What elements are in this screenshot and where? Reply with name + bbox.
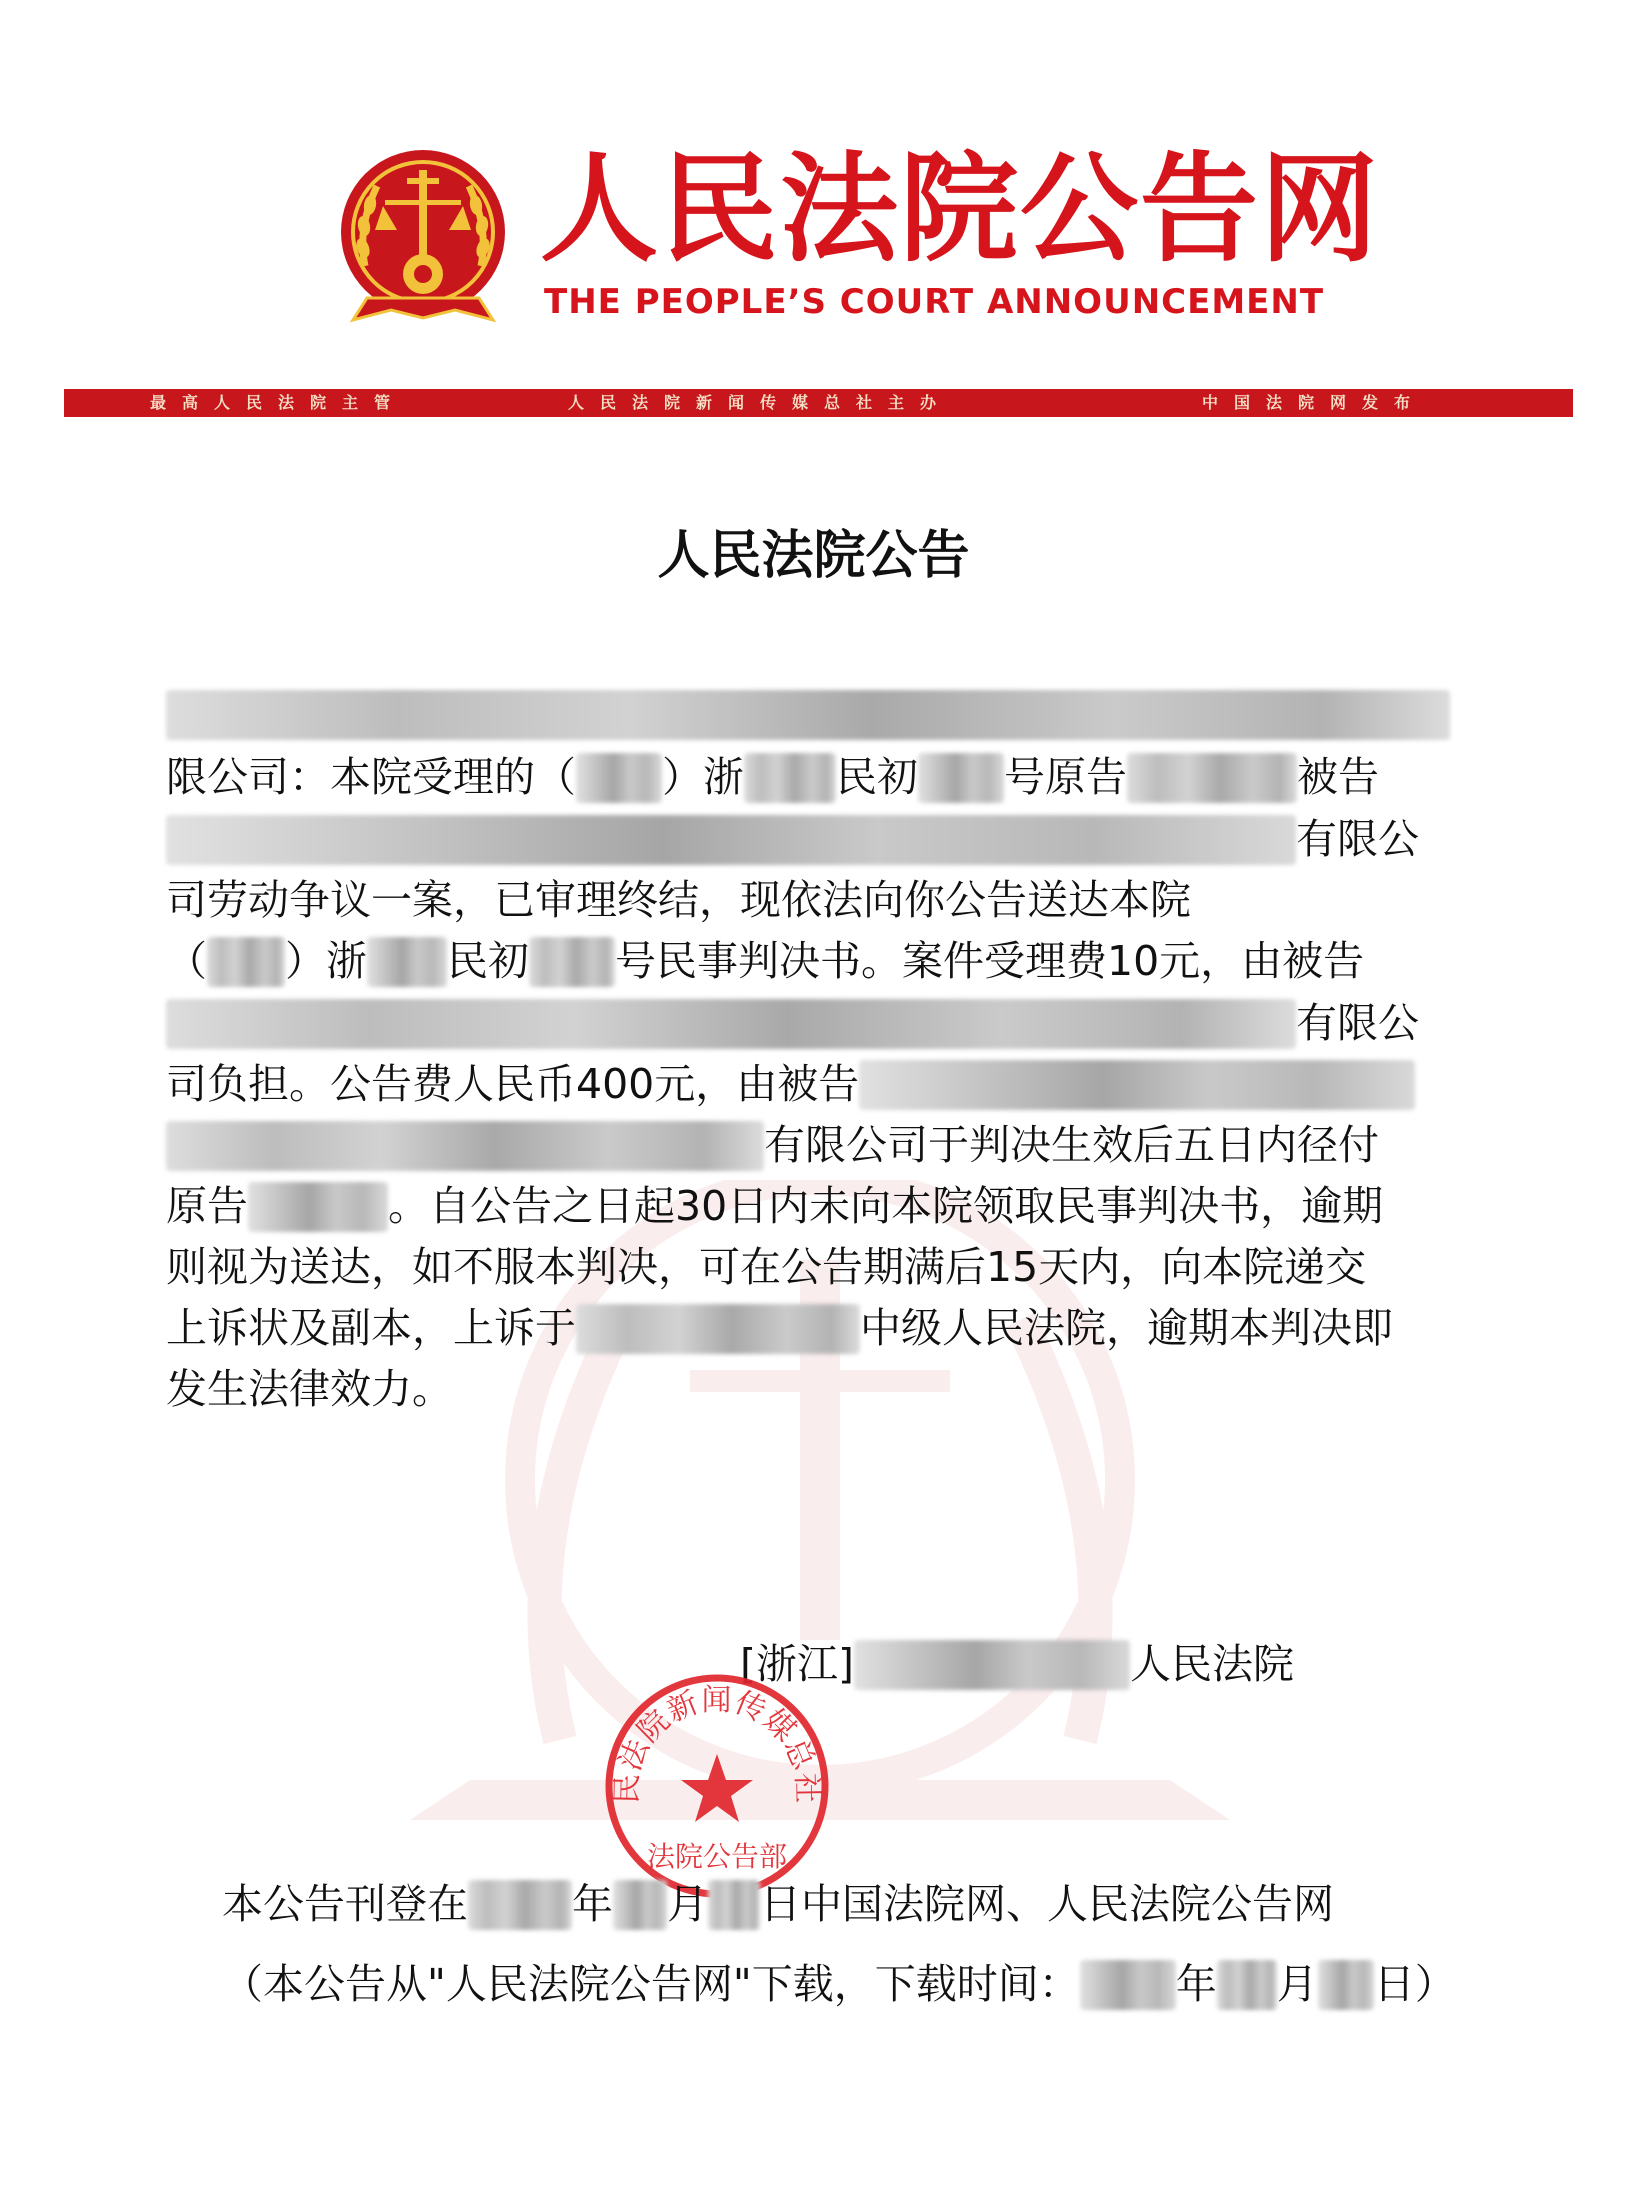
notice-text: 发生法律效力。 bbox=[166, 1365, 453, 1413]
notice-text: 限公司：本院受理的（ bbox=[166, 753, 576, 801]
redacted-year bbox=[207, 937, 285, 987]
redacted-day bbox=[708, 1880, 760, 1930]
notice-line-8 bbox=[166, 1121, 1379, 1171]
official-seal bbox=[601, 1670, 833, 1902]
notice-text: 号民事判决书。案件受理费10元，由被告 bbox=[615, 937, 1365, 985]
redacted-appeal-court bbox=[576, 1304, 860, 1354]
footer-publish-line bbox=[222, 1880, 1334, 1930]
notice-line-4 bbox=[166, 876, 1191, 924]
notice-line-5 bbox=[166, 937, 1364, 987]
footer-text: 年 bbox=[572, 1880, 613, 1928]
redacted-defendant bbox=[859, 1060, 1415, 1110]
redacted-year bbox=[1080, 1960, 1176, 2010]
notice-line-11 bbox=[166, 1304, 1393, 1354]
court-emblem-icon bbox=[337, 148, 509, 326]
signature-suffix: 人民法院 bbox=[1130, 1640, 1294, 1688]
footer-text: 月 bbox=[667, 1880, 708, 1928]
redacted-court-code bbox=[367, 937, 447, 987]
footer-text: 年 bbox=[1175, 1960, 1217, 2008]
notice-text: 司负担。公告费人民币400元，由被告 bbox=[166, 1060, 860, 1108]
redacted-defendant-name bbox=[166, 690, 1450, 740]
redacted-court-name bbox=[854, 1640, 1130, 1690]
redacted-day bbox=[1318, 1960, 1374, 2010]
signature-prefix: [浙江] bbox=[740, 1640, 854, 1688]
redacted-month bbox=[613, 1880, 667, 1930]
redacted-case-number bbox=[529, 937, 615, 987]
notice-text: 司劳动争议一案，已审理终结，现依法向你公告送达本院 bbox=[166, 876, 1191, 924]
redacted-case-number bbox=[918, 753, 1004, 803]
notice-heading: 人民法院公告 bbox=[657, 526, 970, 586]
redacted-defendant bbox=[166, 999, 1296, 1049]
notice-text: 有限公 bbox=[1296, 815, 1419, 863]
svg-text:民法院新闻传媒总社: 民法院新闻传媒总社 bbox=[609, 1683, 825, 1805]
band-text-organizer: 人民法院新闻传媒总社主办 bbox=[568, 393, 953, 412]
notice-line-6 bbox=[166, 999, 1419, 1049]
notice-text: （ bbox=[166, 937, 207, 985]
notice-text: ）浙 bbox=[285, 937, 367, 985]
site-title-cn: 人民法院公告网 bbox=[540, 140, 1381, 278]
notice-line-12 bbox=[166, 1365, 453, 1413]
redacted-defendant bbox=[166, 1121, 764, 1171]
notice-line-9 bbox=[166, 1182, 1383, 1232]
notice-line-10 bbox=[166, 1243, 1366, 1291]
notice-text: 有限公 bbox=[1296, 999, 1419, 1047]
redacted-defendant bbox=[166, 815, 1296, 865]
notice-text: 原告 bbox=[166, 1182, 248, 1230]
site-title-en: THE PEOPLE’S COURT ANNOUNCEMENT bbox=[544, 282, 1325, 322]
notice-text: 则视为送达，如不服本判决，可在公告期满后15天内，向本院递交 bbox=[166, 1243, 1367, 1291]
redacted-year bbox=[468, 1880, 572, 1930]
footer-text: 日） bbox=[1373, 1960, 1456, 2008]
redacted-plaintiff bbox=[1127, 753, 1297, 803]
notice-text: 号原告 bbox=[1004, 753, 1127, 801]
band-text-supervisor: 最高人民法院主管 bbox=[150, 393, 407, 412]
notice-text: 民初 bbox=[447, 937, 529, 985]
notice-text: 被告 bbox=[1297, 753, 1379, 801]
notice-text: 中级人民法院，逾期本判决即 bbox=[860, 1304, 1393, 1352]
footer-download-line bbox=[222, 1960, 1456, 2010]
notice-text: ）浙 bbox=[662, 753, 744, 801]
band-text-publisher: 中国法院网发布 bbox=[1202, 393, 1427, 412]
redacted-court-code bbox=[744, 753, 836, 803]
redacted-month bbox=[1217, 1960, 1277, 2010]
notice-line-1 bbox=[166, 690, 1450, 740]
notice-line-7 bbox=[166, 1060, 1415, 1110]
footer-text: （本公告从"人民法院公告网"下载，下载时间： bbox=[222, 1960, 1080, 2008]
header-red-band bbox=[64, 389, 1573, 417]
footer-text: 月 bbox=[1276, 1960, 1318, 2008]
notice-text: 有限公司于判决生效后五日内径付 bbox=[764, 1121, 1379, 1169]
footer-text: 本公告刊登在 bbox=[222, 1880, 468, 1928]
notice-text: 民初 bbox=[836, 753, 918, 801]
notice-text: 。自公告之日起30日内未向本院领取民事判决书，逾期 bbox=[388, 1182, 1384, 1230]
redacted-year bbox=[576, 753, 662, 803]
notice-text: 上诉状及副本，上诉于 bbox=[166, 1304, 576, 1352]
redacted-plaintiff bbox=[248, 1182, 388, 1232]
notice-line-3 bbox=[166, 815, 1419, 865]
seal-bottom-text: 法院公告部 bbox=[646, 1840, 788, 1873]
notice-line-2 bbox=[166, 753, 1379, 803]
footer-text: 日中国法院网、人民法院公告网 bbox=[760, 1880, 1334, 1928]
